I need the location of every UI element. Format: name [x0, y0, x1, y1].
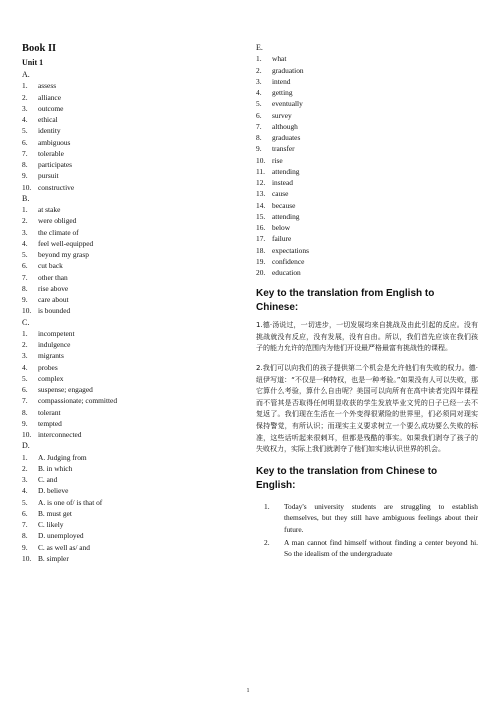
list-item: 8. participates — [22, 160, 73, 169]
section-b-label: B. — [22, 193, 30, 203]
book-title: Book II — [22, 43, 57, 54]
list-item: 3. outcome — [22, 103, 64, 113]
translation-zh-en-heading: Key to the translation from Chinese to English: — [256, 465, 438, 491]
list-item: 2. were obliged — [22, 216, 77, 226]
list-item: 14. because — [256, 200, 296, 210]
section-d-label: D. — [22, 441, 30, 451]
list-item: 5. complex — [22, 373, 64, 383]
list-item: 13. cause — [256, 189, 289, 199]
left-column — [22, 42, 227, 564]
translation-paragraph-1: 1.德·汤说过，一切进步，一切发展均来自挑战及由此引起的反应。没有挑战就没有反应，没有发展，没有自由。所以，我们首先应该在我们孩子的能力允许的范围内为他们开设最严格最富有挑战性的课程。 — [256, 321, 478, 353]
list-item: 8. D. unemployed — [22, 531, 84, 541]
list-item: 10. rise — [256, 155, 283, 165]
list-item: 6. suspense; engaged — [22, 385, 93, 394]
list-item: 10. constructive — [22, 182, 75, 192]
section-d-list — [22, 452, 227, 565]
list-item: 4. D. believe — [22, 486, 69, 496]
list-item: 19. confidence — [256, 256, 305, 266]
list-item: 18. expectations — [256, 245, 309, 255]
list-item: 16. below — [256, 223, 291, 232]
translation-zh-en-list — [256, 501, 478, 560]
translation-en-zh-heading: Key to the translation from English to Chinese: — [256, 288, 435, 314]
unit-title: Unit 1 — [22, 58, 44, 67]
list-item: 1. at stake — [22, 205, 61, 214]
list-item: 2. alliance — [22, 92, 61, 102]
section-e-list — [256, 53, 478, 278]
list-item: 9. pursuit — [22, 171, 59, 181]
list-item: 10. B. simpler — [22, 553, 69, 563]
section-b-list — [22, 204, 227, 317]
list-item: 11. attending — [256, 166, 300, 176]
list-item: 7. tolerable — [22, 148, 64, 158]
list-item: 1. incompetent — [22, 328, 75, 338]
section-a-list — [22, 80, 227, 193]
list-item: 1. A. Judging from — [22, 452, 87, 462]
list-item: 2. B. in which — [22, 463, 73, 473]
list-item: 4. probes — [22, 362, 58, 372]
list-item: 2. A man cannot find himself without finding a center beyond hi. So the idealism of the undergraduate — [264, 537, 478, 559]
list-item: 4. feel well-equipped — [22, 238, 94, 248]
list-item: 5. eventually — [256, 99, 303, 109]
list-item: 7. compassionate; committed — [22, 396, 118, 406]
list-item: 3. C. and — [22, 475, 58, 484]
list-item: 2. graduation — [256, 65, 304, 75]
list-item: 7. C. likely — [22, 520, 64, 529]
list-item: 8. graduates — [256, 133, 301, 142]
list-item: 1. assess — [22, 81, 57, 91]
list-item: 2. indulgence — [22, 340, 71, 349]
list-item: 6. survey — [256, 110, 292, 120]
list-item: 6. B. must get — [22, 508, 72, 518]
list-item: 5. identity — [22, 126, 61, 136]
list-item: 8. tolerant — [22, 407, 61, 417]
section-c-list — [22, 328, 227, 441]
list-item: 4. ethical — [22, 115, 58, 124]
list-item: 8. rise above — [22, 283, 69, 293]
section-e-label: E. — [256, 43, 263, 52]
list-item: 17. failure — [256, 234, 292, 244]
list-item: 15. attending — [256, 211, 300, 221]
list-item: 3. migrants — [22, 351, 64, 361]
section-c-label: C. — [22, 317, 30, 327]
list-item: 1. Today's university students are struggling to establish themselves, but they still have ambiguous feelings about their future. — [264, 501, 478, 534]
page-number: 1 — [246, 688, 250, 694]
list-item: 4. getting — [256, 88, 293, 97]
list-item: 9. transfer — [256, 144, 295, 154]
list-item: 6. ambiguous — [22, 137, 71, 147]
list-item: 3. intend — [256, 76, 291, 86]
list-item: 9. C. as well as/ and — [22, 542, 90, 552]
list-item: 7. other than — [22, 272, 68, 282]
list-item: 20. education — [256, 268, 301, 277]
list-item: 5. beyond my grasp — [22, 250, 89, 259]
right-column — [256, 42, 478, 561]
list-item: 1. what — [256, 54, 287, 64]
list-item: 9. tempted — [22, 418, 62, 428]
list-item: 3. the climate of — [22, 227, 79, 237]
list-item: 9. care about — [22, 295, 69, 304]
list-item: 6. cut back — [22, 261, 63, 271]
translation-paragraph-2: 2.我们可以向我们的孩子提供第二个机会是允许他们有失败的权力。德·纽伊写道：“不仅是一种特权，也是一种考验。”如果没有人可以失败，那它算什么考验，算什么自由呢？美国可以向所有在高中读者完四年课程而不管其是否取得任何明显收获的学生发放毕业文凭的日子已经一去不复返了。我们现在生活在一个外变得很紧险的世界里，们必须同对现实保持警觉，有所认识；而现实主义要求树立一个要么成功要么失败的标准，这些话听起来很刺耳，但都是残酷的事实。如果我们剥夺了孩子的失败权力，实际上我们就剥夺了他们如实地认识世界的机会。 — [256, 364, 478, 454]
list-item: 5. A. is one of/ is that of — [22, 497, 103, 507]
list-item: 12. instead — [256, 178, 293, 187]
list-item: 7. although — [256, 121, 298, 131]
section-a-label: A. — [22, 70, 30, 79]
list-item: 10. interconnected — [22, 430, 82, 439]
list-item: 10. is bounded — [22, 306, 71, 316]
